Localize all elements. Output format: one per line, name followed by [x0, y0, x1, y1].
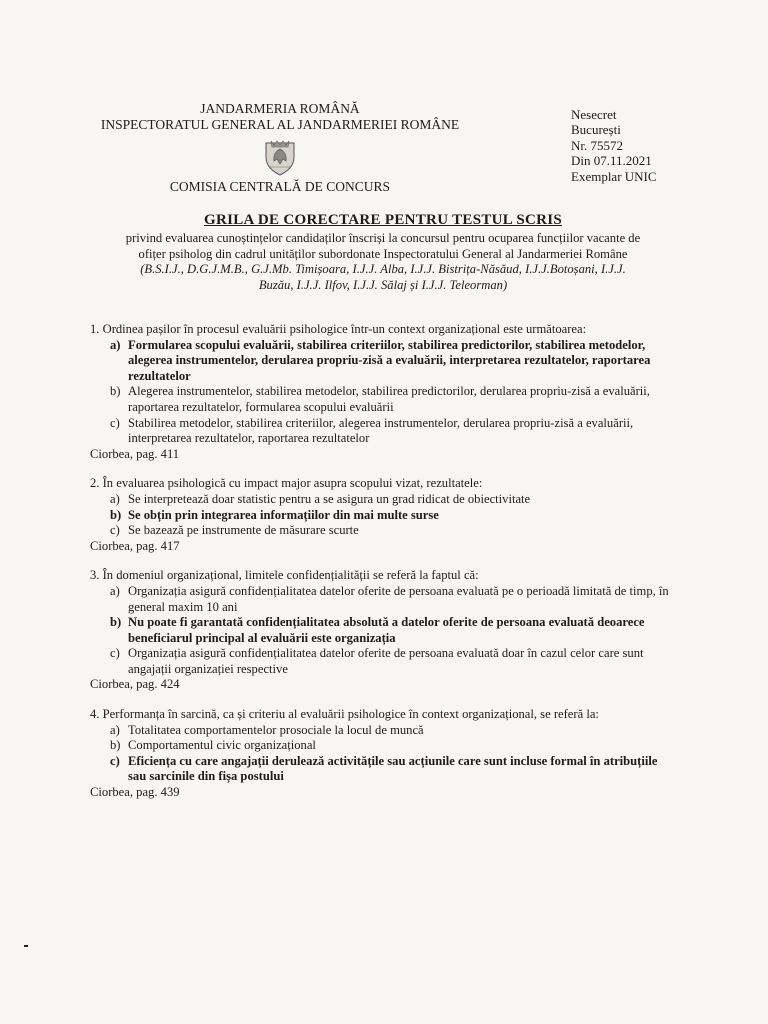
question-text: 4. Performanța în sarcină, ca și criteriu al evaluării psihologice în context organizațional, se referă la:	[90, 707, 599, 722]
subtitle-line-4: Buzău, I.J.J. Ilfov, I.J.J. Sălaj și I.J.J. Teleorman)	[258, 277, 508, 292]
option-letter: b)	[110, 615, 122, 630]
question-4	[90, 707, 678, 801]
classification: Nesecret	[571, 107, 617, 122]
question-3	[90, 568, 678, 693]
subtitle-line-1: privind evaluarea cunoștințelor candidaților înscriși la concursul pentru ocuparea funcțiilor vacante de	[125, 231, 641, 245]
source-reference: Ciorbea, pag. 439	[90, 785, 180, 800]
option-letter: b)	[110, 738, 121, 753]
option-list	[90, 723, 678, 785]
option-c	[110, 523, 678, 539]
option-text: Nu poate fi garantată confidențialitatea absolută a datelor oferite de persoana evaluată deoarece beneficiarul principal al evaluării este organizația	[128, 615, 645, 645]
registration-number: Nr. 75572	[571, 137, 623, 153]
institution-line-1: JANDARMERIA ROMÂNĂ	[200, 101, 360, 116]
option-c	[110, 416, 678, 447]
question-1	[90, 322, 678, 462]
option-letter: c)	[110, 415, 120, 430]
questions-list	[90, 322, 678, 815]
option-letter: c)	[110, 523, 120, 538]
option-c-correct	[110, 754, 678, 785]
option-text: Se bazează pe instrumente de măsurare scurte	[128, 523, 359, 538]
option-letter: a)	[110, 491, 120, 506]
option-a	[110, 723, 678, 739]
copy-info: Exemplar UNIC	[571, 168, 657, 184]
subtitle-line-3: (B.S.I.J., D.G.J.M.B., G.J.Mb. Timișoara, I.J.J. Alba, I.J.J. Bistrița-Năsăud, I.J.J.Botoșani, I.J.J.	[140, 262, 626, 276]
option-list	[90, 584, 678, 678]
title-block	[88, 212, 678, 293]
option-text: Stabilirea metodelor, stabilirea criteriilor, alegerea instrumentelor, derularea propriu-zisă a evaluării, interpretarea rezultatelor, raportarea rezultatelor	[128, 415, 634, 446]
option-letter: b)	[110, 384, 121, 399]
institution-line-2: INSPECTORATUL GENERAL AL JANDARMERIEI ROMÂNE	[100, 117, 460, 132]
institution-header	[90, 101, 470, 195]
option-text: Totalitatea comportamentelor prosociale la locul de muncă	[128, 722, 424, 737]
option-text: Organizația asigură confidențialitatea datelor oferite de persoana evaluată doar în cazul celor care sunt angajații organizației respective	[128, 646, 644, 676]
option-b-correct	[110, 508, 678, 524]
option-text: Eficiența cu care angajații derulează activitățile sau acțiunile care sunt incluse formal în atribuțiile sau sarcinile din fișa postului	[128, 753, 658, 784]
question-text: 2. În evaluarea psihologică cu impact major asupra scopului vizat, rezultatele:	[90, 476, 483, 491]
option-letter: a)	[110, 583, 120, 598]
document-subtitle	[88, 231, 678, 293]
question-2	[90, 476, 678, 554]
option-a-correct	[110, 338, 678, 385]
option-text: Se interpretează doar statistic pentru a se asigura un grad ridicat de obiectivitate	[128, 491, 531, 506]
option-c	[110, 646, 678, 677]
question-text: 1. Ordinea pașilor în procesul evaluării psihologice într-un context organizațional este următoarea:	[90, 322, 587, 336]
option-b	[110, 384, 678, 415]
option-b	[110, 738, 678, 754]
option-text: Alegerea instrumentelor, stabilirea metodelor, stabilirea predictorilor, derularea propriu-zisă a evaluării, raportarea rezultatelor, formularea scopului evaluării	[128, 384, 650, 414]
document-title: GRILA DE CORECTARE PENTRU TESTUL SCRIS	[203, 212, 563, 228]
option-text: Comportamentul civic organizațional	[128, 738, 316, 753]
option-letter: a)	[110, 722, 120, 737]
option-letter: a)	[110, 337, 121, 352]
subtitle-line-2: ofițer psiholog din cadrul unităților subordonate Inspectoratului General al Jandarmeriei Române	[138, 246, 628, 261]
option-a	[110, 492, 678, 508]
city: București	[571, 122, 621, 138]
option-text: Organizația asigură confidențialitatea datelor oferite de persoana evaluată pe o perioadă limitată de timp, în general maxim 10 ani	[128, 583, 669, 614]
scan-artifact	[24, 945, 28, 947]
option-text: Se obțin prin integrarea informațiilor din mai multe surse	[128, 507, 439, 522]
commission-name: COMISIA CENTRALĂ DE CONCURS	[169, 179, 391, 194]
option-b-correct	[110, 615, 678, 646]
option-text: Formularea scopului evaluării, stabilirea criteriilor, stabilirea predictorilor, stabilirea metodelor, alegerea instrumentelor, derularea propriu-zisă a evaluării, interpretarea rezultatelor, raportarea rezultatelor	[128, 337, 651, 383]
option-list	[90, 338, 678, 447]
option-a	[110, 584, 678, 615]
option-letter: c)	[110, 646, 120, 661]
option-letter: b)	[110, 507, 122, 522]
document-date: Din 07.11.2021	[571, 153, 652, 169]
source-reference: Ciorbea, pag. 424	[90, 677, 180, 692]
document-metadata	[571, 107, 657, 184]
option-list	[90, 492, 678, 539]
source-reference: Ciorbea, pag. 417	[90, 538, 180, 553]
source-reference: Ciorbea, pag. 411	[90, 446, 180, 461]
option-letter: c)	[110, 753, 120, 768]
crest-icon	[258, 137, 302, 177]
question-text: 3. În domeniul organizațional, limitele confidențialității se referă la faptul că:	[90, 568, 479, 583]
